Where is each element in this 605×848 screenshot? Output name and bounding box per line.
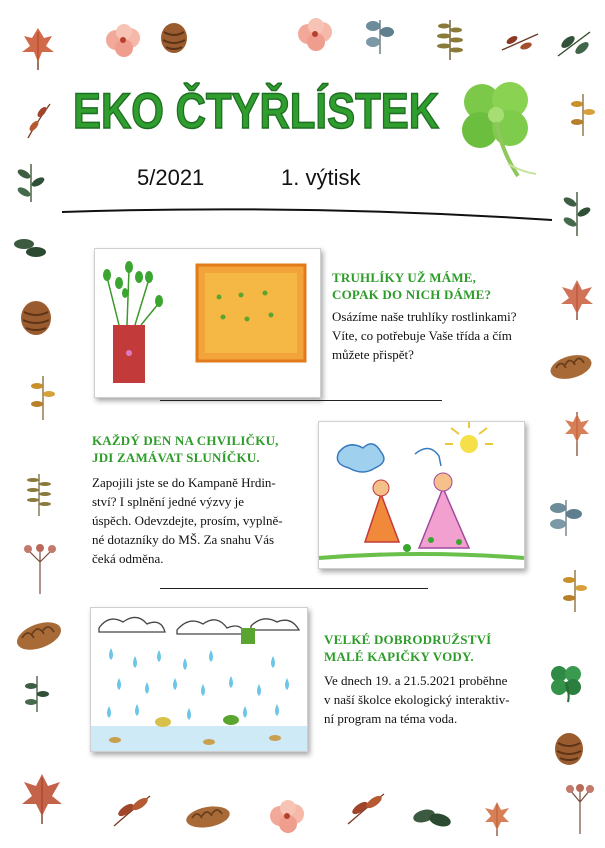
green-leaf-icon (410, 800, 456, 834)
section-divider (160, 400, 442, 401)
article-3-body: Ve dnech 19. a 21.5.2021 proběhne v naší školce ekologický interaktiv- ní program na téma voda. (324, 673, 510, 726)
eucalyptus-leaves-icon (546, 494, 586, 538)
green-leaf-icon (12, 232, 48, 262)
green-leaf-icon (560, 188, 594, 238)
autumn-leaf-icon (24, 100, 54, 140)
autumn-leaf-icon (344, 788, 388, 828)
autumn-branch-icon (568, 90, 598, 138)
article-2-heading: KAŽDÝ DEN NA CHVILIČKU, JDI ZAMÁVAT SLUNÍČKU. (92, 433, 279, 465)
dried-flower-icon (562, 780, 598, 836)
green-leaf-icon (22, 672, 52, 714)
pinecone-icon (546, 350, 596, 384)
fern-icon (24, 470, 54, 518)
autumn-leaf-icon (18, 22, 58, 72)
green-leaf-icon (554, 28, 594, 60)
autumn-leaf-icon (558, 276, 596, 322)
autumn-leaf-icon (18, 770, 66, 826)
four-leaf-clover-icon (452, 72, 542, 182)
green-leaf-icon (14, 160, 48, 204)
fern-icon (432, 16, 468, 62)
rain-drops-drawing (91, 608, 307, 751)
eucalyptus-leaves-icon (362, 14, 398, 56)
autumn-leaf-icon (110, 790, 154, 830)
autumn-leaf-icon (560, 408, 594, 458)
pinecone-icon (550, 730, 588, 768)
svg-text:EKO ČTYŘLÍSTEK: EKO ČTYŘLÍSTEK (73, 83, 510, 139)
hibiscus-flower-icon (292, 14, 338, 54)
article-2-body: Zapojili jste se do Kampaně Hrdin- ství? I splnění jedné výzvy je úspěch. Odevzdejte, prosím, vyplně- né dotazníky do MŠ. Za snahu Vás čeká odměna. (92, 475, 283, 566)
family-sunshine-drawing (319, 422, 524, 568)
dried-flower-icon (20, 540, 60, 596)
autumn-branch-icon (28, 372, 58, 422)
article-1-heading: TRUHLÍKY UŽ MÁME, COPAK DO NICH DÁME? (332, 270, 492, 302)
article-3-heading: VELKÉ DOBRODRUŽSTVÍ MALÉ KAPIČKY VODY. (324, 632, 492, 664)
article-2-drawing (318, 421, 525, 569)
leafy-branch-icon (500, 28, 540, 56)
newsletter-title (70, 70, 510, 140)
section-divider (160, 588, 428, 589)
article-1-drawing (94, 248, 321, 398)
issue-number: 1. výtisk (281, 165, 361, 190)
pinecone-icon (156, 20, 192, 56)
pinecone-icon (16, 298, 56, 338)
pinecone-icon (12, 618, 66, 654)
clover-icon (546, 660, 586, 704)
hibiscus-flower-icon (264, 796, 310, 836)
article-3-drawing (90, 607, 308, 752)
hibiscus-flower-icon (100, 20, 146, 60)
issue-date: 5/2021 (137, 165, 205, 190)
planter-drawing (95, 249, 320, 397)
pinecone-icon (182, 802, 234, 832)
article-1-body: Osázíme naše truhlíky rostlinkami? Víte, co potřebuje Vaše třída a čím můžete přispět? (332, 309, 517, 362)
header-divider (62, 196, 552, 228)
autumn-leaf-icon (480, 798, 514, 838)
autumn-branch-icon (560, 566, 590, 614)
